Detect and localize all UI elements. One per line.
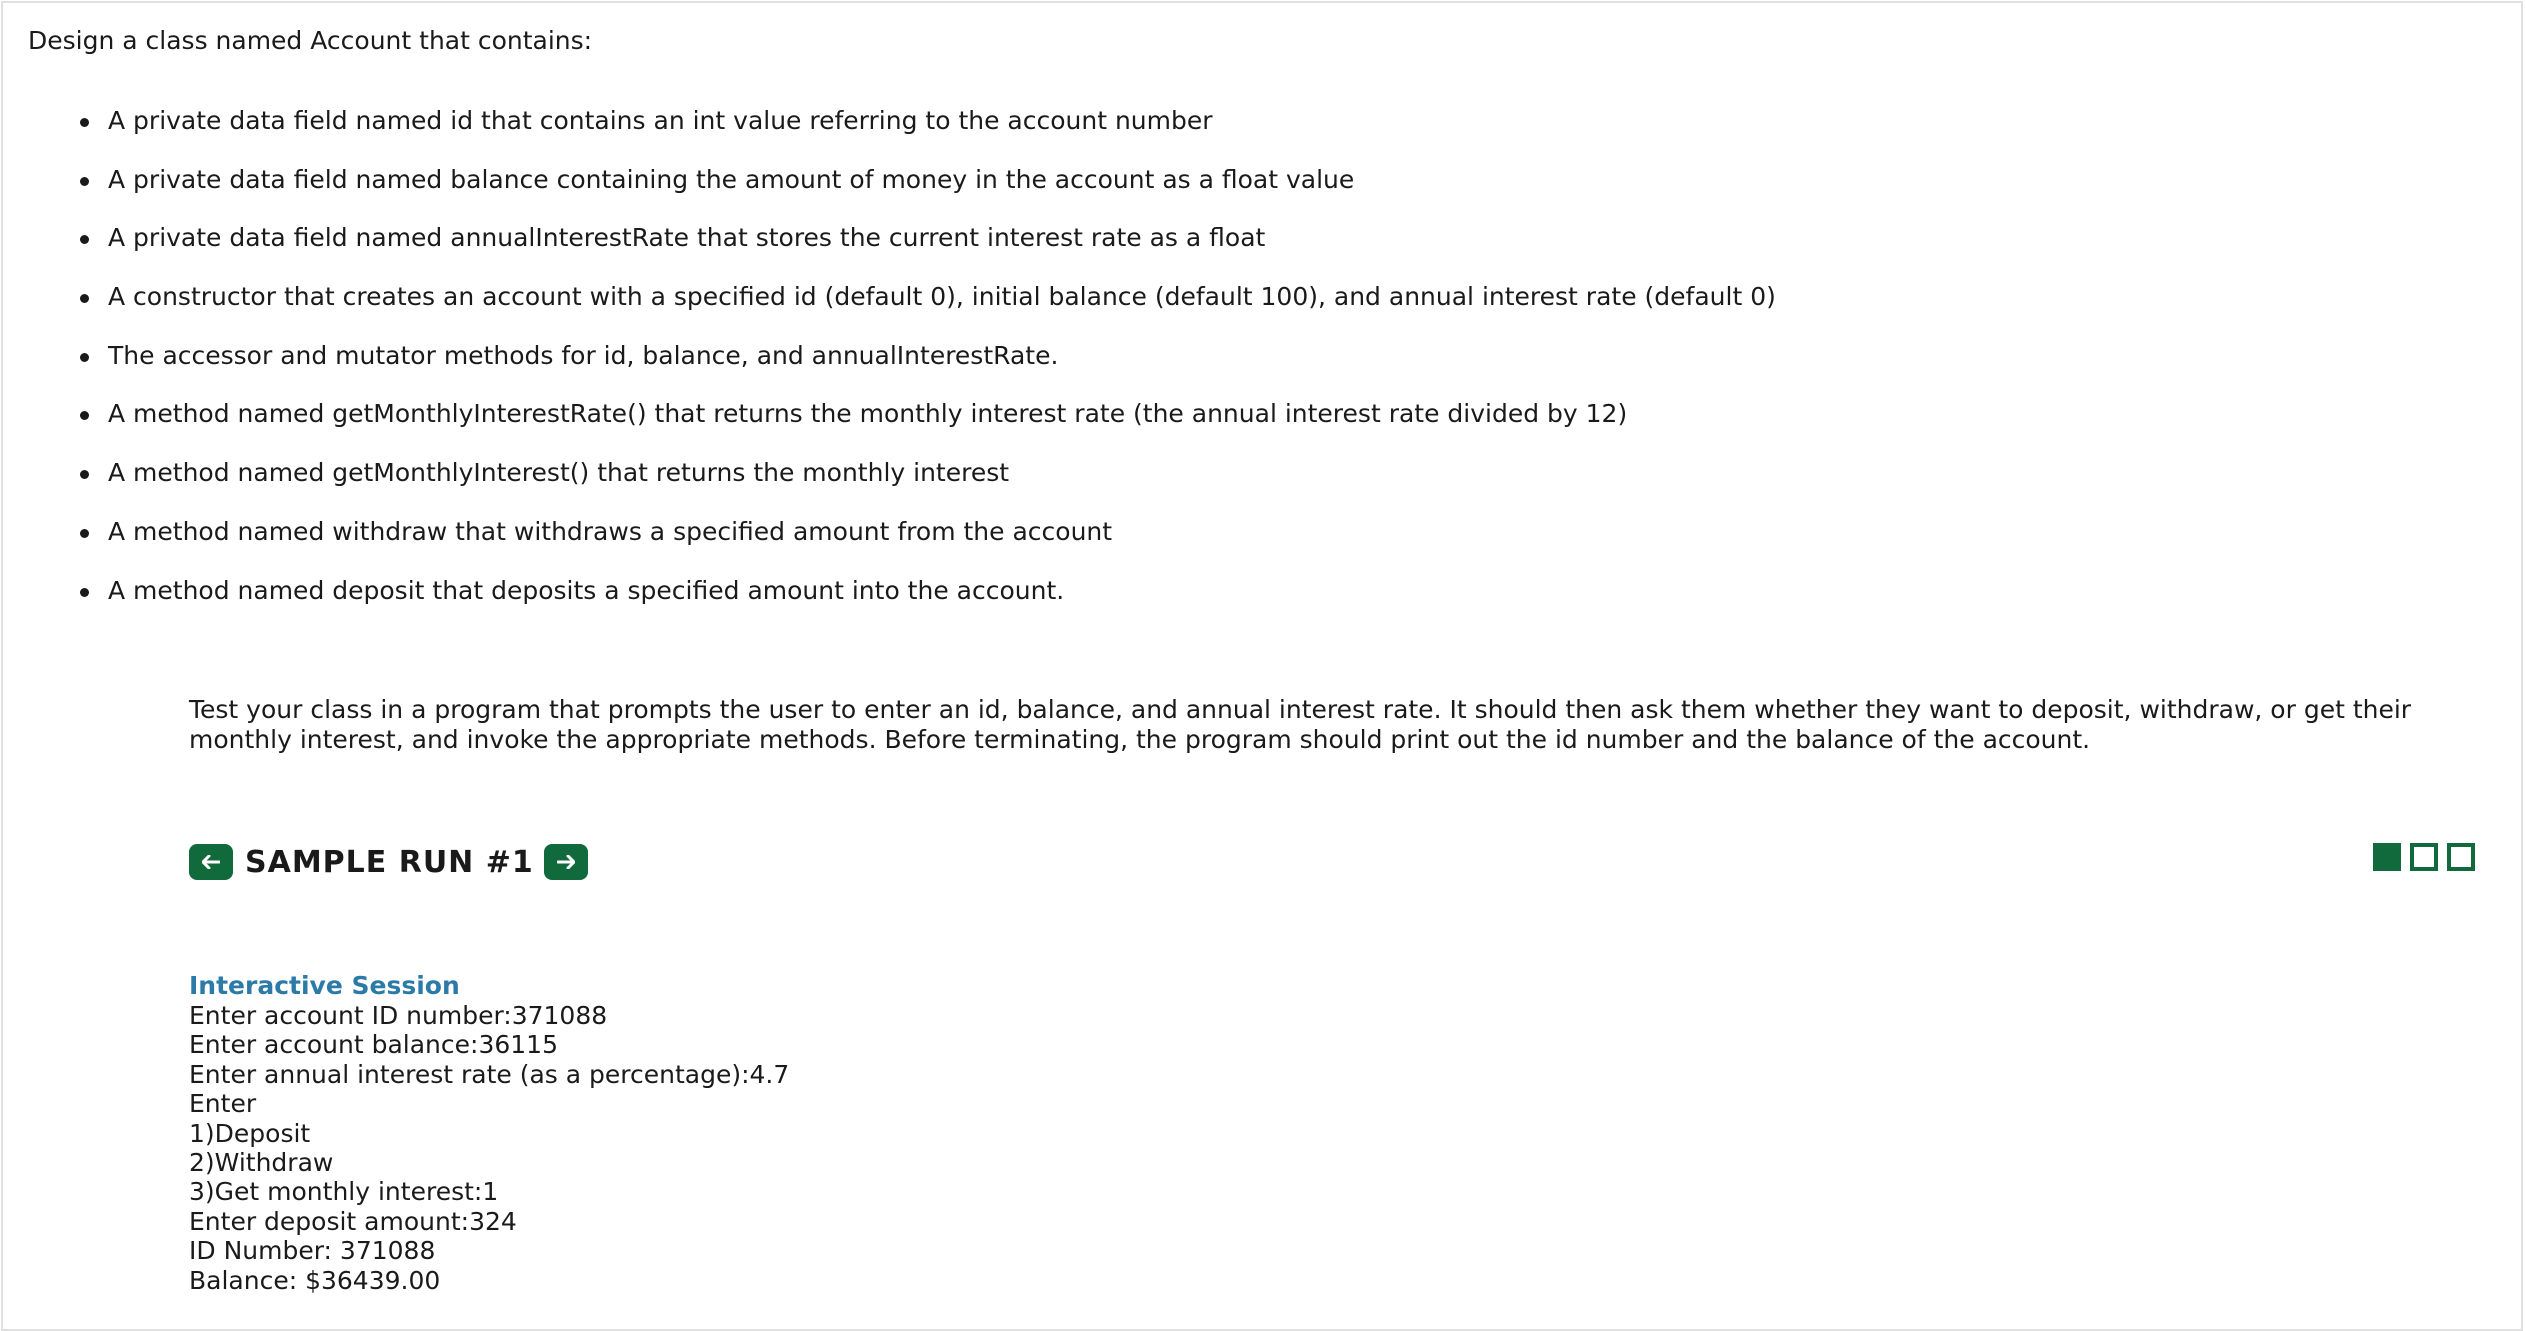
session-line: Enter account ID number:371088 <box>189 1001 608 1030</box>
requirement-item <box>0 221 1776 280</box>
requirement-text: A private data field named id that contains an int value referring to the account number <box>108 106 1213 135</box>
bullet-icon <box>80 411 89 420</box>
session-line: Enter deposit amount:324 <box>189 1206 517 1236</box>
problem-intro: Design a class named Account that contains: <box>28 26 593 55</box>
requirement-text: A method named deposit that deposits a specified amount into the account. <box>108 575 1065 605</box>
arrow-left-icon <box>202 855 220 869</box>
bullet-icon <box>80 294 89 303</box>
requirement-text: A private data field named balance containing the amount of money in the account as a float value <box>108 164 1355 194</box>
session-line: Enter <box>189 1089 257 1119</box>
session-line: ID Number: 371088 <box>189 1236 436 1266</box>
requirement-text: A method named getMonthlyInterestRate() that returns the monthly interest rate (the annual interest rate divided by 12) <box>108 399 1628 429</box>
next-run-button[interactable] <box>544 844 588 880</box>
bullet-icon <box>80 470 89 479</box>
sample-run-selector <box>2373 843 2484 871</box>
requirement-text: A method named withdraw that withdraws a specified amount from the account <box>108 516 1113 546</box>
run-3-tab[interactable] <box>2447 843 2475 871</box>
session-line: Balance: $36439.00 <box>189 1265 441 1295</box>
session-line: 2)Withdraw <box>189 1148 334 1178</box>
requirement-text: A method named getMonthlyInterest() that returns the monthly interest <box>108 458 1010 488</box>
bullet-icon <box>80 588 89 597</box>
requirement-item <box>0 397 1776 456</box>
requirement-item <box>0 339 1776 398</box>
session-output <box>189 1001 789 1295</box>
arrow-right-icon <box>557 855 575 869</box>
requirement-item <box>0 515 1776 574</box>
bullet-icon <box>80 118 89 127</box>
bullet-icon <box>80 235 89 244</box>
bullet-icon <box>80 177 89 186</box>
session-line: 1)Deposit <box>189 1118 311 1148</box>
requirement-item <box>0 280 1776 339</box>
sample-run-title: SAMPLE RUN #1 <box>245 844 534 880</box>
previous-run-button[interactable] <box>189 844 233 880</box>
session-line: 3)Get monthly interest:1 <box>189 1177 499 1207</box>
requirement-item <box>0 574 1776 633</box>
bullet-icon <box>80 529 89 538</box>
requirement-item <box>0 163 1776 222</box>
session-line: Enter account balance:36115 <box>189 1030 558 1060</box>
requirement-item <box>0 104 1776 163</box>
run-1-tab[interactable] <box>2373 843 2401 871</box>
requirement-text: The accessor and mutator methods for id, balance, and annualInterestRate. <box>108 340 1059 370</box>
requirement-text: A private data field named annualInterestRate that stores the current interest rate as a float <box>108 223 1266 253</box>
bullet-icon <box>80 353 89 362</box>
session-title: Interactive Session <box>189 971 460 1000</box>
interactive-session <box>189 971 789 1295</box>
requirements-list <box>0 104 1776 632</box>
requirement-item <box>0 456 1776 515</box>
sample-run-header <box>189 842 588 882</box>
test-instructions: Test your class in a program that prompts the user to enter an id, balance, and annual interest rate. It should then ask them whether they want to deposit, withdraw, or get their monthly interest, and invoke the appropriate methods. Before terminating, the program should print out the id number and the balance of the account. <box>189 695 2412 754</box>
requirement-text: A constructor that creates an account with a specified id (default 0), initial balance (default 100), and annual interest rate (default 0) <box>108 282 1776 312</box>
run-2-tab[interactable] <box>2410 843 2438 871</box>
session-line: Enter annual interest rate (as a percentage):4.7 <box>189 1059 790 1089</box>
